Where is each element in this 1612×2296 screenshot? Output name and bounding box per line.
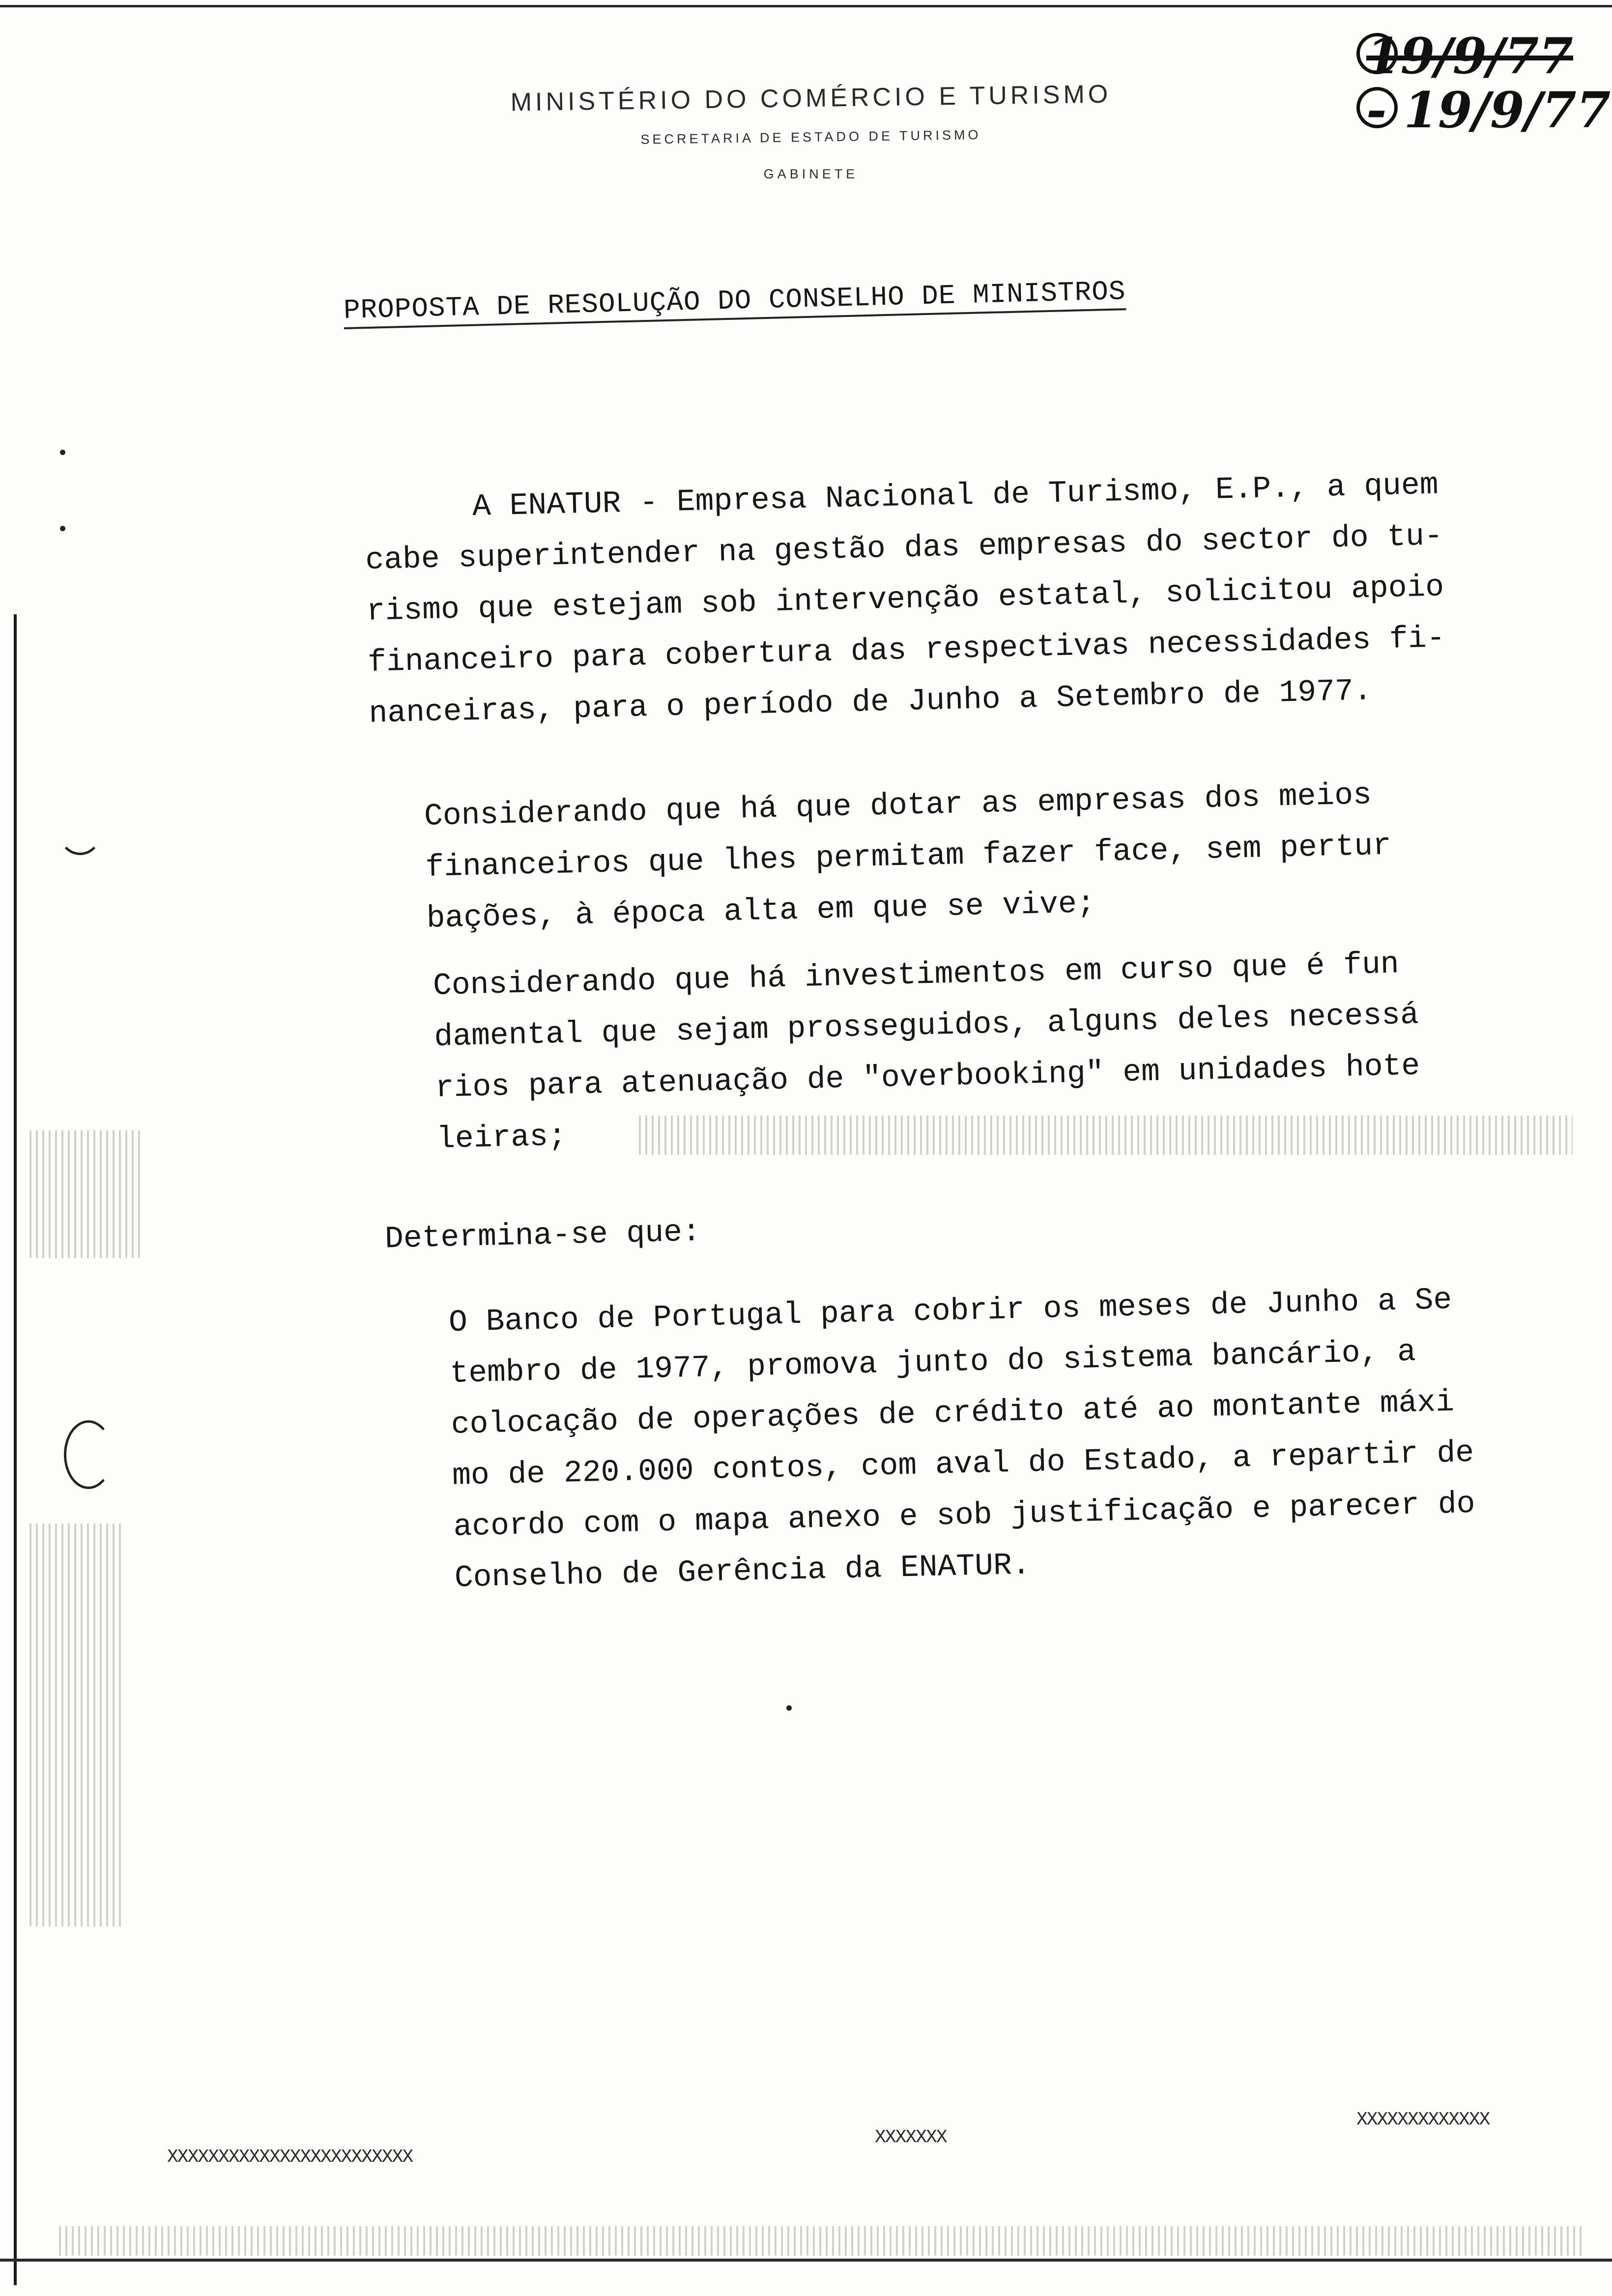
text-line: acordo com o mapa anexo e sob justificação e parecer do: [453, 1486, 1476, 1545]
scan-noise: [29, 1523, 123, 1926]
scan-noise: [29, 1130, 143, 1258]
text-line: rismo que estejam sob intervenção estatal, solicitou apoio: [366, 570, 1444, 629]
resolution-paragraph: [448, 1274, 1477, 1604]
text-line: tembro de 1977, promova junto do sistema bancário, a: [449, 1334, 1416, 1391]
scan-noise: [59, 2226, 1583, 2256]
text-line: mo de 220.000 contos, com aval do Estado, a repartir de: [452, 1435, 1474, 1493]
footer-typed-over-center: XXXXXXX: [875, 2127, 947, 2148]
punch-hole-mark: [58, 806, 102, 855]
text-line: colocação de operações de crédito até ao montante máxi: [451, 1384, 1455, 1442]
annotation-line-1: 19/9/77: [1366, 27, 1573, 85]
scan-dot: [60, 450, 65, 455]
handwritten-date-annotation: [1356, 27, 1612, 150]
footer-typed-over-left: XXXXXXXXXXXXXXXXXXXXXXXX: [167, 2147, 413, 2168]
punch-hole-mark: [64, 1420, 113, 1489]
text-line: Determina-se que:: [384, 1214, 701, 1257]
document-title: PROPOSTA DE RESOLUÇÃO DO CONSELHO DE MINISTROS: [343, 276, 1126, 329]
text-line: leiras;: [436, 1119, 567, 1157]
text-line: nanceiras, para o período de Junho a Setembro de 1977.: [368, 673, 1373, 731]
text-line: damental que sejam prosseguidos, alguns deles necessá: [433, 997, 1419, 1055]
letterhead-ministry: MINISTÉRIO DO COMÉRCIO E TURISMO: [510, 80, 1112, 117]
scan-edge-top: [0, 5, 1612, 7]
scan-edge-left: [14, 614, 17, 2285]
determina-heading: [384, 1206, 701, 1265]
footer-typed-over-right: XXXXXXXXXXXXX: [1356, 2109, 1490, 2130]
scan-edge-bottom: [0, 2259, 1612, 2262]
scan-dot: [60, 526, 65, 531]
text-line: cabe superintender na gestão das empresas do sector do tu-: [365, 518, 1443, 578]
text-line: rios para atenuação de "overbooking" em unidades hote: [435, 1048, 1420, 1106]
letterhead-secretaria: SECRETARIA DE ESTADO DE TURISMO: [640, 127, 981, 147]
intro-paragraph: [364, 459, 1447, 740]
text-line: A ENATUR - Empresa Nacional de Turismo, E.P., a quem: [472, 467, 1439, 524]
text-line: Conselho de Gerência da ENATUR.: [454, 1548, 1031, 1596]
text-line: financeiro para cobertura das respectivas necessidades fi-: [367, 621, 1446, 680]
text-line: financeiros que lhes permitam fazer face, sem pertur: [425, 828, 1392, 885]
letterhead-gabinete: GABINETE: [763, 167, 859, 181]
text-line: O Banco de Portugal para cobrir os meses de Junho a Se: [448, 1282, 1452, 1340]
text-line: Considerando que há investimentos em curso que é fun: [432, 947, 1400, 1004]
considerando-1: [424, 769, 1393, 945]
text-line: bações, à época alta em que se vive;: [426, 886, 1096, 936]
text-line: Considerando que há que dotar as empresas dos meios: [424, 777, 1372, 834]
considerando-2: [432, 939, 1422, 1165]
letterhead: [383, 80, 1238, 182]
scan-dot: [786, 1705, 792, 1711]
annotation-line-2: - 19/9/77: [1366, 81, 1611, 139]
